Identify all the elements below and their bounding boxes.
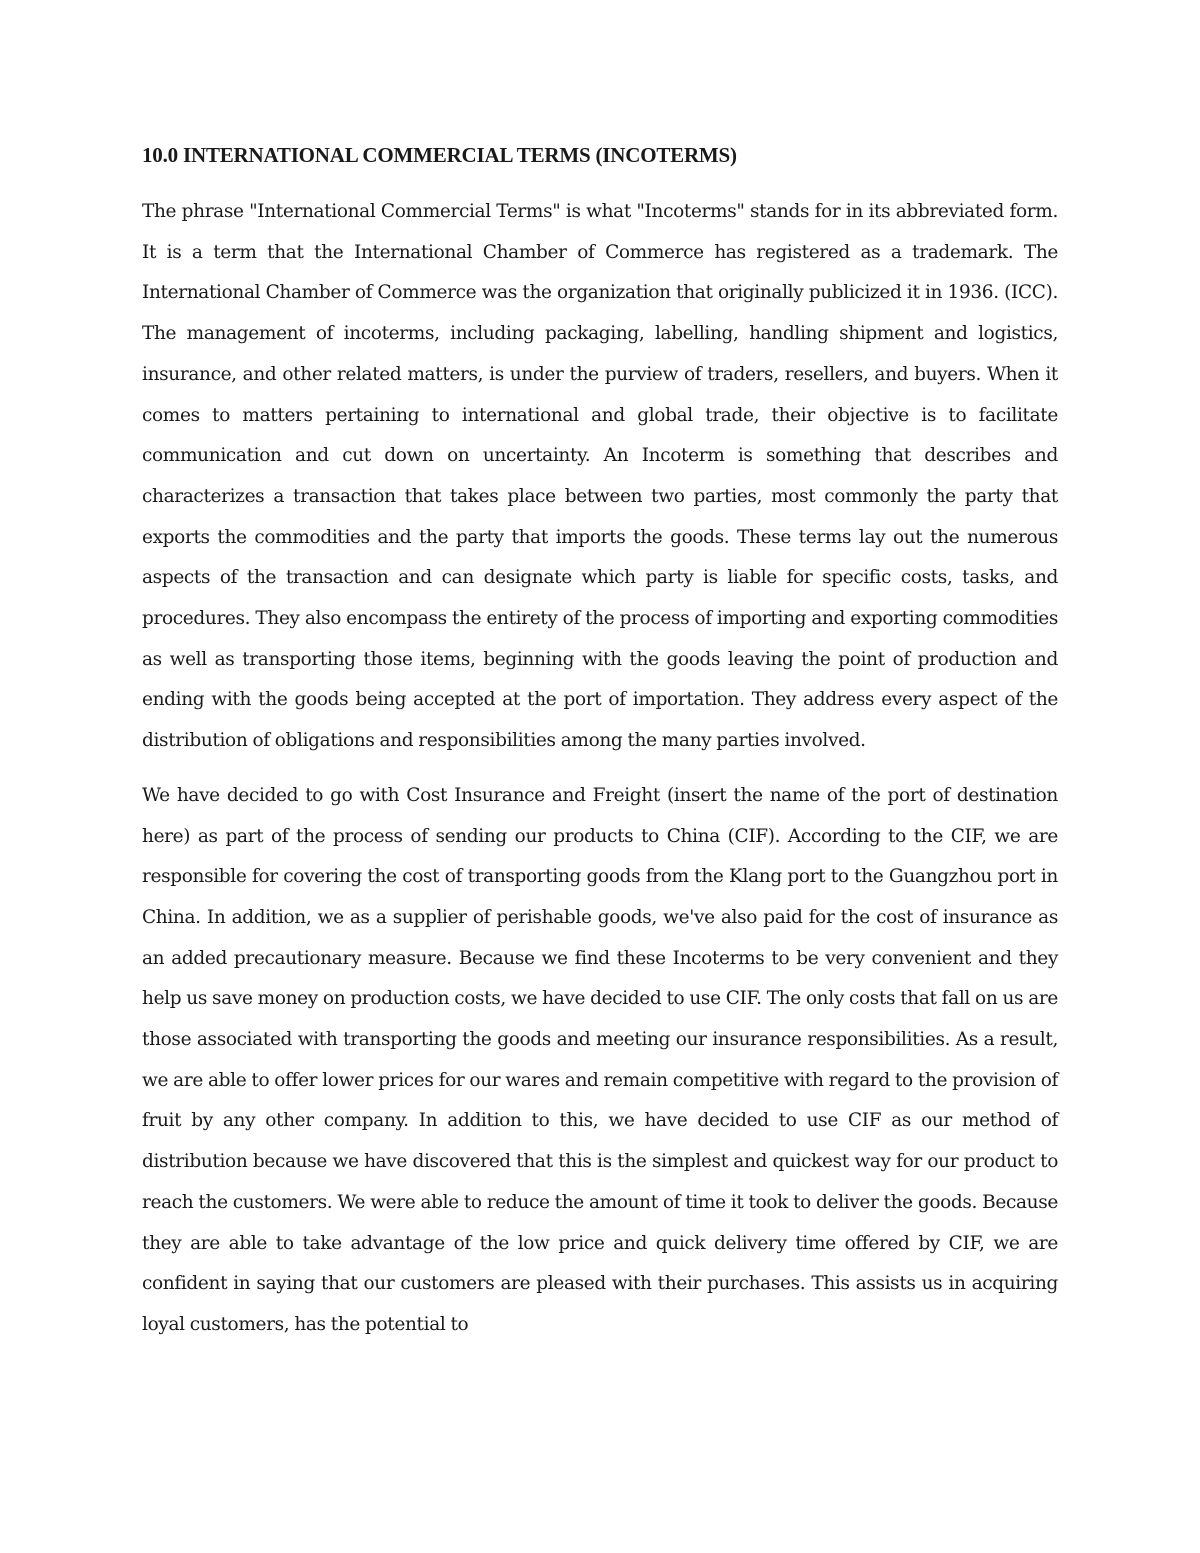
paragraph-incoterms-definition: The phrase "International Commercial Terms" is what "Incoterms" stands for in its abbreviated form. It is a term that the International Chamber of Commerce has registered as a trademark. The International Chamber of Commerce was the organization that originally publicized it in 1936. (ICC). The management of incoterms, including packaging, labelling, handling shipment and logistics, insurance, and other related matters, is under the purview of traders, resellers, and buyers. When it comes to matters pertaining to international and global trade, their objective is to facilitate communication and cut down on uncertainty. An Incoterm is something that describes and characterizes a transaction that takes place between two parties, most commonly the party that exports the commodities and the party that imports the goods. These terms lay out the numerous aspects of the transaction and can designate which party is liable for specific costs, tasks, and procedures. They also encompass the entirety of the process of importing and exporting commodities as well as transporting those items, beginning with the goods leaving the point of production and ending with the goods being accepted at the port of importation. They address every aspect of the distribution of obligations and responsibilities among the many parties involved. — [142, 201, 1058, 752]
paragraph-cif-decision: We have decided to go with Cost Insurance and Freight (insert the name of the port of destination here) as part of the process of sending our products to China (CIF). According to the CIF, we are responsible for covering the cost of transporting goods from the Klang port to the Guangzhou port in China. In addition, we as a supplier of perishable goods, we've also paid for the cost of insurance as an added precautionary measure. Because we find these Incoterms to be very convenient and they help us save money on production costs, we have decided to use CIF. The only costs that fall on us are those associated with transporting the goods and meeting our insurance responsibilities. As a result, we are able to offer lower prices for our wares and remain competitive with regard to the provision of fruit by any other company. In addition to this, we have decided to use CIF as our method of distribution because we have discovered that this is the simplest and quickest way for our product to reach the customers. We were able to reduce the amount of time it took to deliver the goods. Because they are able to take advantage of the low price and quick delivery time offered by CIF, we are confident in saying that our customers are pleased with their purchases. This assists us in acquiring loyal customers, has the potential to — [142, 784, 1058, 1335]
section-heading: 10.0 INTERNATIONAL COMMERCIAL TERMS (INCOTERMS) — [142, 143, 737, 167]
document-page — [142, 140, 1058, 1360]
